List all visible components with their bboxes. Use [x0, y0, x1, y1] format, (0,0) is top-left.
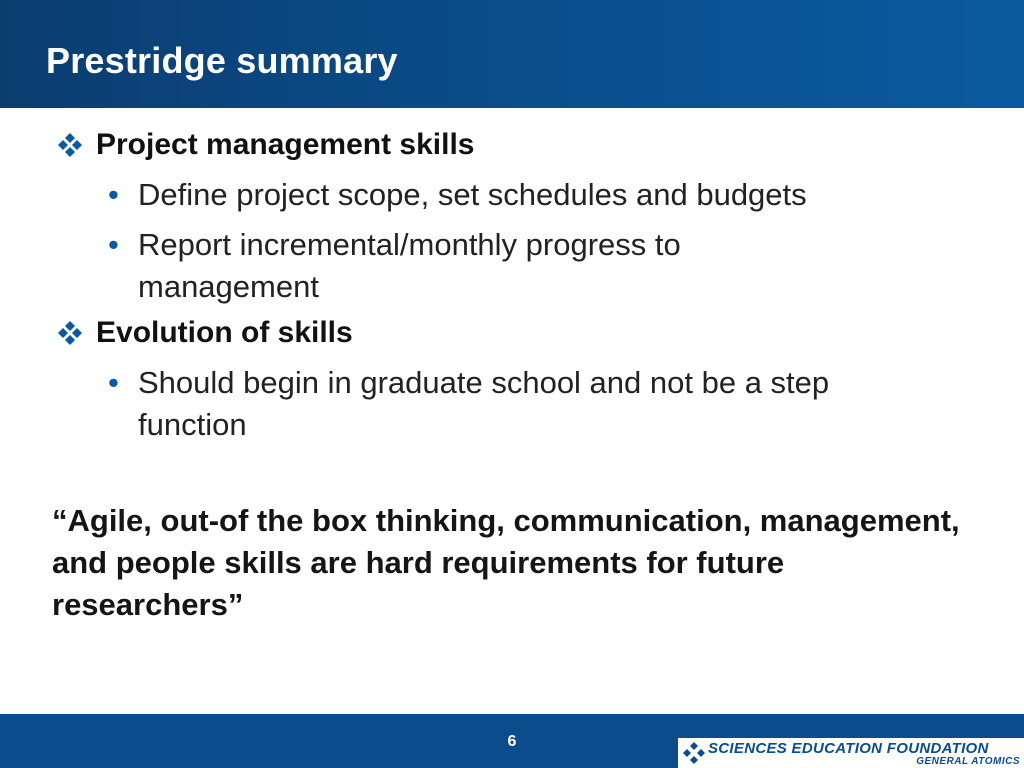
sef-logo-icon [682, 741, 706, 765]
logo-sub-text: GENERAL ATOMICS [916, 756, 1020, 767]
page-title: Prestridge summary [46, 40, 398, 81]
quote-text: “Agile, out-of the box thinking, communication, management, and people skills are hard requirements for future researchers” [52, 503, 960, 622]
section-heading-label: Evolution of skills [96, 316, 353, 349]
title-bar [0, 0, 1024, 108]
bullet-text: Report incremental/monthly progress to management [138, 227, 681, 304]
page-number: 6 [507, 733, 517, 750]
bullet-item [108, 174, 968, 216]
section-heading-evolution [56, 316, 353, 350]
sef-logo [678, 738, 1024, 768]
bullet-icon: • [108, 177, 119, 212]
bullet-item [108, 362, 938, 446]
bullet-icon: • [108, 227, 119, 262]
section-heading-project-management [56, 128, 475, 162]
logo-main-text: SCIENCES EDUCATION FOUNDATION [708, 740, 989, 757]
bullet-icon: • [108, 365, 119, 400]
bullet-item [108, 224, 808, 308]
section-heading-label: Project management skills [96, 128, 475, 161]
bullet-text: Should begin in graduate school and not be a step function [138, 365, 830, 442]
four-diamond-icon [56, 319, 84, 347]
four-diamond-icon [56, 131, 84, 159]
footer-bar [0, 714, 1024, 768]
bullet-text: Define project scope, set schedules and budgets [138, 177, 807, 212]
